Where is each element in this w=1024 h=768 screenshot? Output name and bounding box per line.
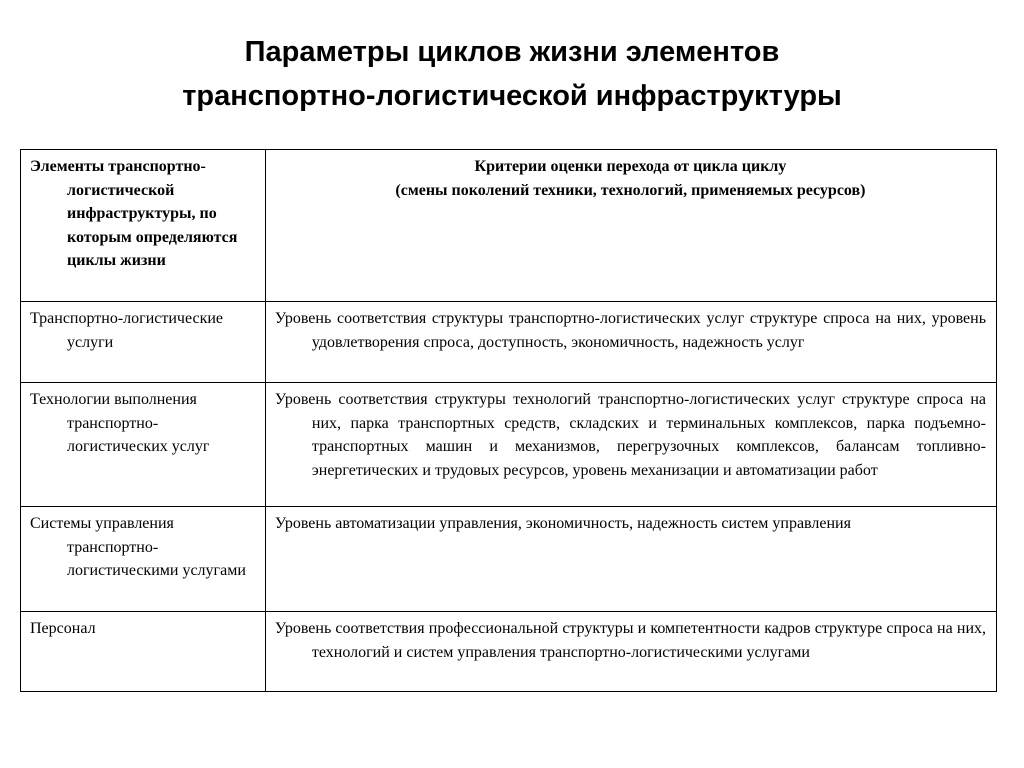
element-text: Транспортно-логистические услуги	[30, 310, 224, 351]
header-elements-text: Элементы транспортно-логистической инфраструктуры, по которым определяются циклы жизни	[30, 158, 238, 269]
element-cell	[21, 383, 266, 507]
criteria-cell	[265, 507, 996, 612]
criteria-cell	[265, 383, 996, 507]
element-text: Персонал	[30, 620, 96, 637]
criteria-text: Уровень соответствия структуры транспортно-логистических услуг структуре спроса на них, уровень удовлетворения спроса, доступность, экономичность, надежность услуг	[274, 310, 986, 351]
table-row	[21, 612, 997, 692]
lifecycle-parameters-table	[20, 149, 997, 692]
slide-title	[0, 30, 1024, 118]
table-row	[21, 302, 997, 383]
criteria-text: Уровень соответствия структуры технологий транспортно-логистических услуг структуре спроса на них, парка транспортных средств, складских и терминальных комплексов, парка подъемно-транспортных машин и механизмов, перегрузочных комплексов, балансам топливно-энергетических и трудовых ресурсов, уровень механизации и автоматизации работ	[274, 391, 986, 479]
header-criteria-line-1: Критерии оценки перехода от цикла циклу	[474, 158, 787, 175]
header-elements-cell	[21, 150, 266, 302]
slide-title-line-1: Параметры циклов жизни элементов	[244, 36, 780, 68]
criteria-text: Уровень соответствия профессиональной структуры и компетентности кадров структуре спроса на них, технологий и систем управления транспортно-логистическими услугами	[274, 620, 986, 661]
criteria-text: Уровень автоматизации управления, экономичность, надежность систем управления	[274, 515, 851, 532]
element-text: Технологии выполнения транспортно-логистических услуг	[30, 391, 210, 455]
slide-title-line-2: транспортно-логистической инфраструктуры	[182, 80, 842, 112]
table-row	[21, 507, 997, 612]
header-criteria-cell	[265, 150, 996, 302]
table-header-row	[21, 150, 997, 302]
table-row	[21, 383, 997, 507]
element-cell	[21, 612, 266, 692]
element-cell	[21, 302, 266, 383]
element-text: Системы управления транспортно-логистическими услугами	[30, 515, 246, 579]
header-criteria-line-2: (смены поколений техники, технологий, применяемых ресурсов)	[395, 181, 866, 199]
criteria-cell	[265, 612, 996, 692]
element-cell	[21, 507, 266, 612]
criteria-cell	[265, 302, 996, 383]
